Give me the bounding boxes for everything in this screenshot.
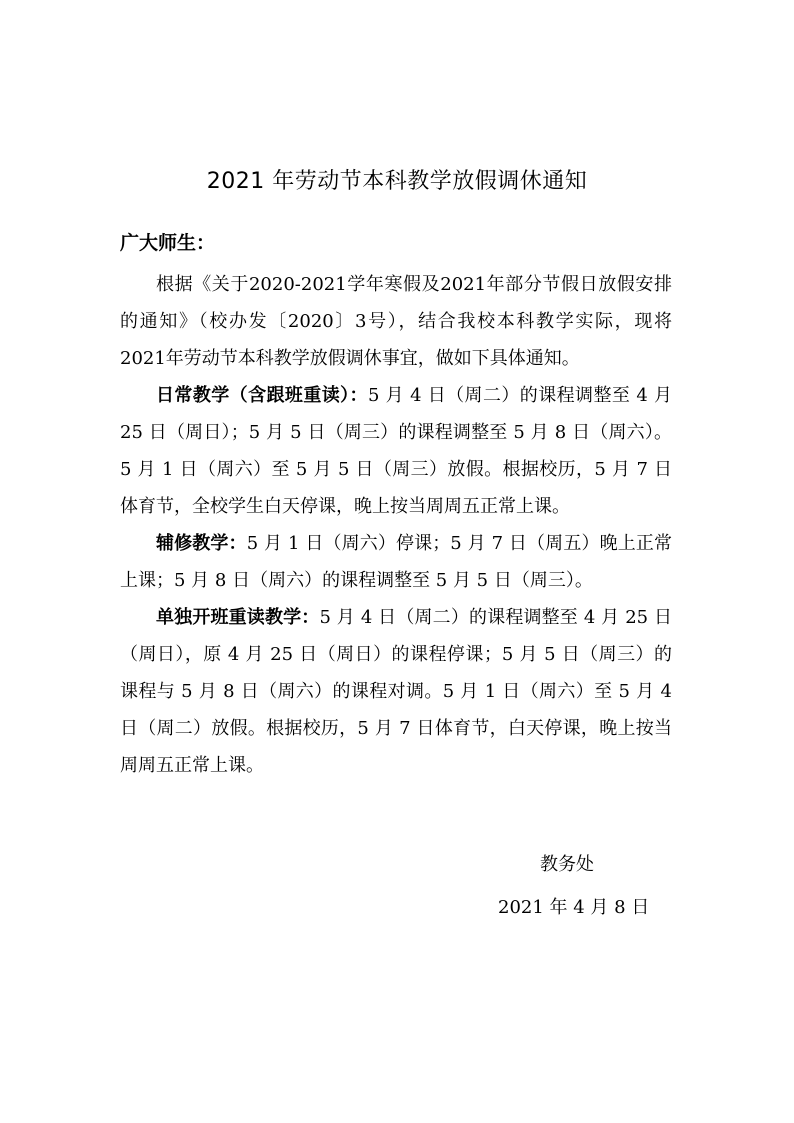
issuer-signature: 教务处 bbox=[540, 854, 594, 875]
issue-date: 2021 年 4 月 8 日 bbox=[498, 897, 650, 918]
section-regular-teaching bbox=[120, 377, 672, 525]
section-separate-class-teaching bbox=[120, 599, 672, 784]
intro-paragraph: 根据《关于2020-2021学年寒假及2021年部分节假日放假安排的通知》（校办发〔2020〕3号），结合我校本科教学实际，现将2021年劳动节本科教学放假调休事宜，做如下具体通知。 bbox=[120, 274, 672, 369]
section-heading: 日常教学（含跟班重读）： bbox=[156, 385, 368, 406]
notice-body bbox=[120, 266, 672, 784]
section-text: 5 月 1 日（周六）停课；5 月 7 日（周五）晚上正常上课；5 月 8 日（周六）的课程调整至 5 月 5 日（周三）。 bbox=[120, 533, 673, 591]
section-text: 5 月 4 日（周二）的课程调整至 4 月 25 日（周日）；5 月 5 日（周三）的课程调整至 5 月 8 日（周六）。5 月 1 日（周六）至 5 月 5 日（周三）放假。根据校历，5 月 7 日体育节，全校学生白天停课，晚上按当周周五正常上课。 bbox=[120, 385, 673, 517]
section-heading: 辅修教学： bbox=[156, 533, 247, 554]
section-text: 5 月 4 日（周二）的课程调整至 4 月 25 日（周日），原 4 月 25 日（周日）的课程停课；5 月 5 日（周三）的课程与 5 月 8 日（周六）的课程对调。5 月 1 日（周六）至 5 月 4 日（周二）放假。根据校历，5 月 7 日体育节，白天停课，晚上按当周周五正常上课。 bbox=[120, 607, 673, 776]
section-minor-teaching bbox=[120, 525, 672, 599]
page-title: 2021 年劳动节本科教学放假调休通知 bbox=[206, 169, 588, 194]
salutation: 广大师生： bbox=[120, 232, 216, 254]
section-heading: 单独开班重读教学： bbox=[156, 607, 320, 628]
